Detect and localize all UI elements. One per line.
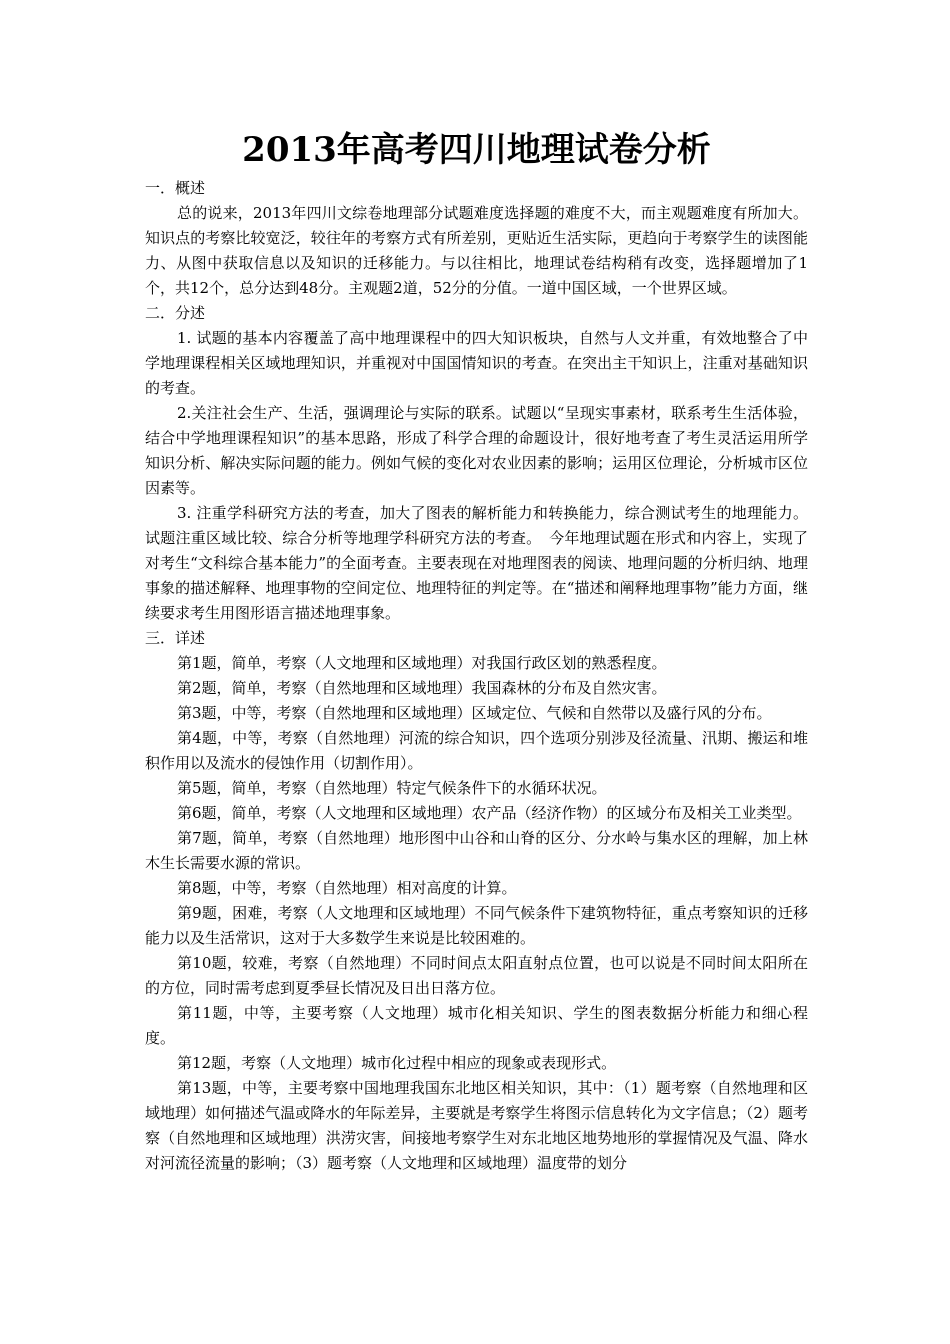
- paragraph-breakdown-2: 2.关注社会生产、生活，强调理论与实际的联系。试题以“呈现实事素材，联系考生生活体验，结合中学地理课程知识”的基本思路，形成了科学合理的命题设计，很好地考查了考生灵活运用所学知识分析、解决实际问题的能力。例如气候的变化对农业因素的影响；运用区位理论，分析城市区位因素等。: [145, 404, 808, 497]
- question-item: 第9题，困难，考察（人文地理和区域地理）不同气候条件下建筑物特征，重点考察知识的迁移能力以及生活常识，这对于大多数学生来说是比较困难的。: [145, 904, 808, 947]
- question-item: 第4题，中等，考察（自然地理）河流的综合知识，四个选项分别涉及径流量、汛期、搬运和堆积作用以及流水的侵蚀作用（切割作用）。: [145, 729, 808, 772]
- question-item: 第13题，中等，主要考察中国地理我国东北地区相关知识，其中：（1）题考察（自然地理和区域地理）如何描述气温或降水的年际差异，主要就是考察学生将图示信息转化为文字信息；（2）题考察（自然地理和区域地理）洪涝灾害，间接地考察学生对东北地区地势地形的掌握情况及气温、降水对河流径流量的影响；（3）题考察（人文地理和区域地理）温度带的划分: [145, 1079, 808, 1172]
- paragraph-breakdown-3: 3. 注重学科研究方法的考查，加大了图表的解析能力和转换能力，综合测试考生的地理能力。试题注重区域比较、综合分析等地理学科研究方法的考查。 今年地理试题在形式和内容上，实现了对考生“文科综合基本能力”的全面考查。主要表现在对地理图表的阅读、地理问题的分析归纳、地理事象的描述解释、地理事物的空间定位、地理特征的判定等。在“描述和阐释地理事物”能力方面，继续要求考生用图形语言描述地理事象。: [145, 504, 808, 622]
- question-item: 第6题，简单，考察（人文地理和区域地理）农产品（经济作物）的区域分布及相关工业类型。: [177, 804, 802, 822]
- paragraph-overview: 总的说来，2013年四川文综卷地理部分试题难度选择题的难度不大，而主观题难度有所加大。知识点的考察比较宽泛，较往年的考察方式有所差别，更贴近生活实际，更趋向于考察学生的读图能力、从图中获取信息以及知识的迁移能力。与以往相比，地理试卷结构稍有改变，选择题增加了1个，共12个，总分达到48分。主观题2道，52分的分值。一道中国区域，一个世界区域。: [145, 204, 808, 297]
- question-item: 第11题，中等，主要考察（人文地理）城市化相关知识、学生的图表数据分析能力和细心程度。: [145, 1004, 808, 1047]
- question-item: 第7题，简单，考察（自然地理）地形图中山谷和山脊的区分、分水岭与集水区的理解，加上林木生长需要水源的常识。: [145, 829, 808, 872]
- section-heading-details: 三．详述: [145, 629, 206, 647]
- question-item: 第2题，简单，考察（自然地理和区域地理）我国森林的分布及自然灾害。: [177, 679, 667, 697]
- document-page: [145, 128, 808, 1176]
- question-item: 第10题，较难，考察（自然地理）不同时间点太阳直射点位置，也可以说是不同时间太阳所在的方位，同时需考虑到夏季昼长情况及日出日落方位。: [145, 954, 808, 997]
- question-item: 第3题，中等，考察（自然地理和区域地理）区域定位、气候和自然带以及盛行风的分布。: [177, 704, 772, 722]
- question-item: 第1题，简单，考察（人文地理和区域地理）对我国行政区划的熟悉程度。: [177, 654, 667, 672]
- section-heading-breakdown: 二．分述: [145, 304, 206, 322]
- question-item: 第8题，中等，考察（自然地理）相对高度的计算。: [177, 879, 517, 897]
- section-heading-overview: 一．概述: [145, 179, 206, 197]
- question-item: 第12题，考察（人文地理）城市化过程中相应的现象或表现形式。: [177, 1054, 617, 1072]
- document-title: 2013年高考四川地理试卷分析: [242, 130, 711, 170]
- paragraph-breakdown-1: 1. 试题的基本内容覆盖了高中地理课程中的四大知识板块，自然与人文并重，有效地整合了中学地理课程相关区域地理知识，并重视对中国国情知识的考查。在突出主干知识上，注重对基础知识的考查。: [145, 329, 808, 397]
- question-item: 第5题，简单，考察（自然地理）特定气候条件下的水循环状况。: [177, 779, 607, 797]
